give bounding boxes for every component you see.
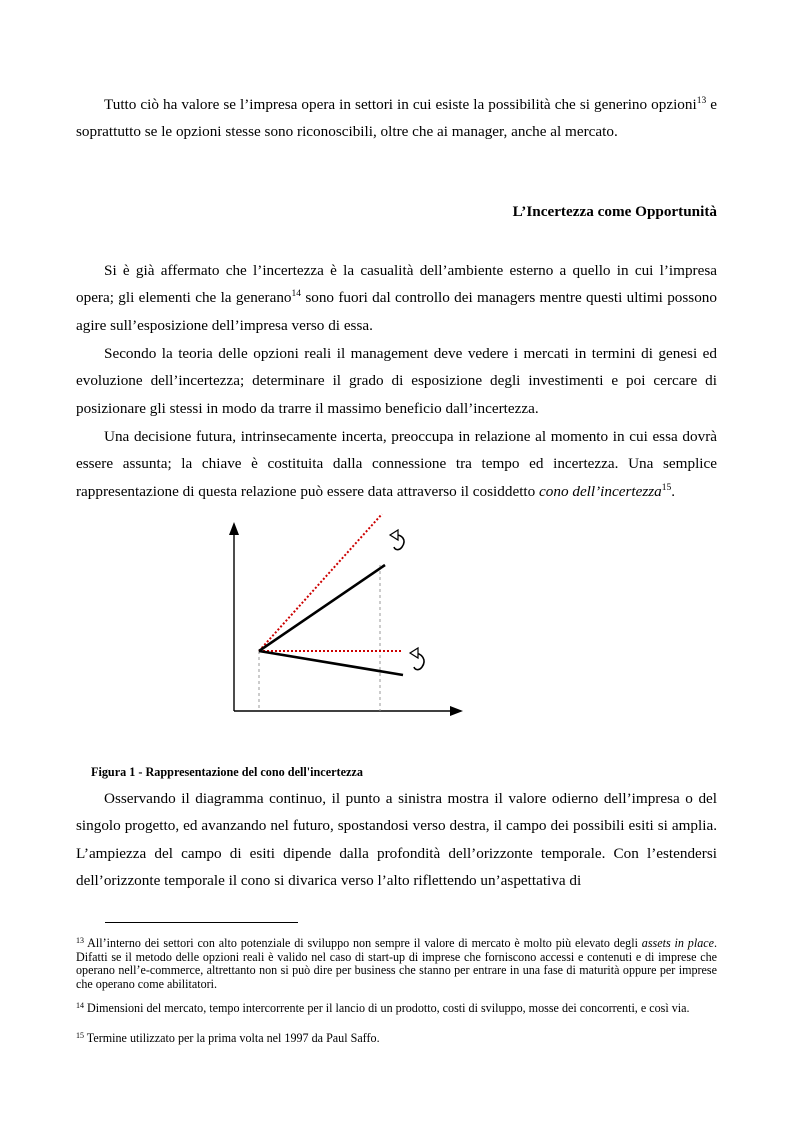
cone-of-uncertainty-figure	[226, 520, 466, 718]
cone-lower-line	[259, 651, 403, 675]
curved-arrow-icon-upper	[390, 530, 404, 550]
paragraph-future-decision: Una decisione futura, intrinsecamente incerta, preoccupa in relazione al momento in cui essa dovrà essere assunta; la chiave è costituita dalla connessione tra tempo ed incertezza. Una semplice rappresentazione di questa relazione può essere data attraverso il cosiddetto cono dell’incertezza$^{15}$.	[76, 428, 717, 500]
paragraph-diagram-explanation: Osservando il diagramma continuo, il punto a sinistra mostra il valore odierno dell’impresa o del singolo progetto, ed avanzando nel futuro, spostandosi verso destra, il campo dei possibili esiti si amplia. L’ampiezza del campo di esiti dipende dalla profondità dell’orizzonte temporale. Con l’estendersi dell’orizzonte temporale il cono si divarica verso l’alto riflettendo un’aspettativa di	[76, 790, 717, 889]
x-axis-arrow-icon	[450, 706, 463, 716]
footnote-ref-13[interactable]: 13	[696, 96, 707, 106]
y-axis-arrow-icon	[229, 522, 239, 535]
section-heading: L’Incertezza come Opportunità	[512, 203, 717, 220]
footnote-13: $^{13}$ All’interno dei settori con alto potenziale di sviluppo non sempre il valore di mercato è molto più elevato degli assets in place. Difatti se il metodo delle opzioni reali è valido nel caso di start-up di imprese che forniscono accessi e contenuti e di imprese che operano nell’e-commerce, altrettanto non si può dire per business che stanno per entrare in una fase di maturità oppure per imprese che operano come abilitatori.	[76, 936, 718, 991]
cone-upper-line	[259, 565, 385, 651]
footnote-14: $^{14}$ Dimensioni del mercato, tempo intercorrente per il lancio di un prodotto, costi di sviluppo, mosse dei concorrenti, e così via.	[76, 1001, 690, 1015]
footnote-15: $^{15}$ Termine utilizzato per la prima volta nel 1997 da Paul Saffo.	[76, 1031, 380, 1045]
term-cone-of-uncertainty: cono dell’incertezza	[539, 482, 662, 500]
footnote-ref-15[interactable]: 15	[661, 482, 672, 493]
footnote-separator	[105, 922, 298, 923]
footnote-ref-14[interactable]: 14	[291, 289, 302, 300]
paragraph-uncertainty-definition: Si è già affermato che l’incertezza è la casualità dell’ambiente esterno a quello in cui l’impresa opera; gli elementi che la generano$^{14}$ sono fuori dal controllo dei managers mentre questi ultimi possono agire sull’esposizione dell’impresa verso di essa.	[76, 262, 717, 334]
paragraph-options: Tutto ciò ha valore se l’impresa opera in settori in cui esiste la possibilità che si generino opzioni$^{13}$ e soprattutto se le opzioni stesse sono riconoscibili, oltre che ai manager, anche al mercato.	[76, 96, 717, 141]
figure-caption: Figura 1 - Rappresentazione del cono dell'incertezza	[91, 765, 363, 779]
curved-arrow-icon-lower	[410, 648, 424, 670]
upper-dotted-line	[259, 514, 382, 651]
paragraph-real-options-theory: Secondo la teoria delle opzioni reali il management deve vedere i mercati in termini di genesi ed evoluzione dell’incertezza; determinare il grado di esposizione degli investimenti e poi cercare di posizionare gli stessi in modo da trarre il massimo beneficio dall’incertezza.	[76, 345, 717, 417]
